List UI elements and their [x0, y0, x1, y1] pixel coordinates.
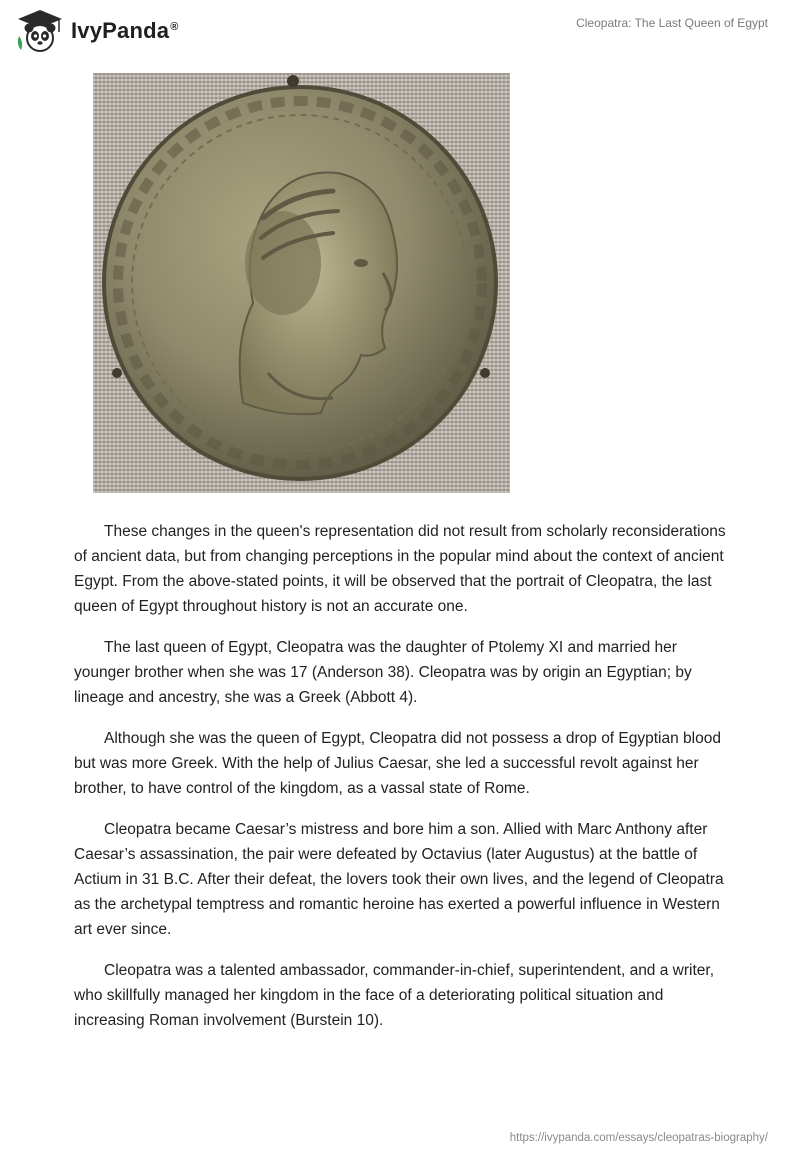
source-url-link[interactable]: https://ivypanda.com/essays/cleopatras-biography/	[509, 1132, 768, 1144]
brand-name: IvyPanda®	[71, 18, 179, 43]
essay-body	[74, 519, 734, 1049]
paragraph-4: Cleopatra became Caesar’s mistress and bore him a son. Allied with Marc Anthony after Caesar’s assassination, the pair were defeated by Octavius (later Augustus) at the battle of Actium in 31 B.C. After their defeat, the lovers took their own lives, and the legend of Cleopatra as the archetypal temptress and romantic heroine has exerted a powerful influence in Western art ever since.	[74, 821, 724, 938]
brand-logo[interactable]	[15, 8, 179, 54]
panda-graduate-icon	[15, 8, 65, 54]
paragraph-2: The last queen of Egypt, Cleopatra was the daughter of Ptolemy XI and married her younger brother when she was 17 (Anderson 38). Cleopatra was by origin an Egyptian; by lineage and ancestry, she was a Greek (Abbott 4).	[74, 639, 692, 706]
coin-portrait-image	[93, 73, 510, 493]
document-title: Cleopatra: The Last Queen of Egypt	[576, 16, 768, 30]
page-header	[0, 0, 800, 64]
paragraph-1: These changes in the queen's representation did not result from scholarly reconsiderations of ancient data, but from changing perceptions in the popular mind about the context of ancient Egypt. From the above-stated points, it will be observed that the portrait of Cleopatra, the last queen of Egypt throughout history is not an accurate one.	[74, 523, 726, 615]
registered-mark: ®	[170, 20, 179, 33]
coin-illustration	[93, 73, 510, 493]
paragraph-3: Although she was the queen of Egypt, Cleopatra did not possess a drop of Egyptian blood but was more Greek. With the help of Julius Caesar, she led a successful revolt against her brother, to have control of the kingdom, as a vassal state of Rome.	[74, 730, 721, 797]
paragraph-5: Cleopatra was a talented ambassador, commander-in-chief, superintendent, and a writer, who skillfully managed her kingdom in the face of a deteriorating political situation and increasing Roman involvement (Burstein 10).	[74, 962, 715, 1029]
